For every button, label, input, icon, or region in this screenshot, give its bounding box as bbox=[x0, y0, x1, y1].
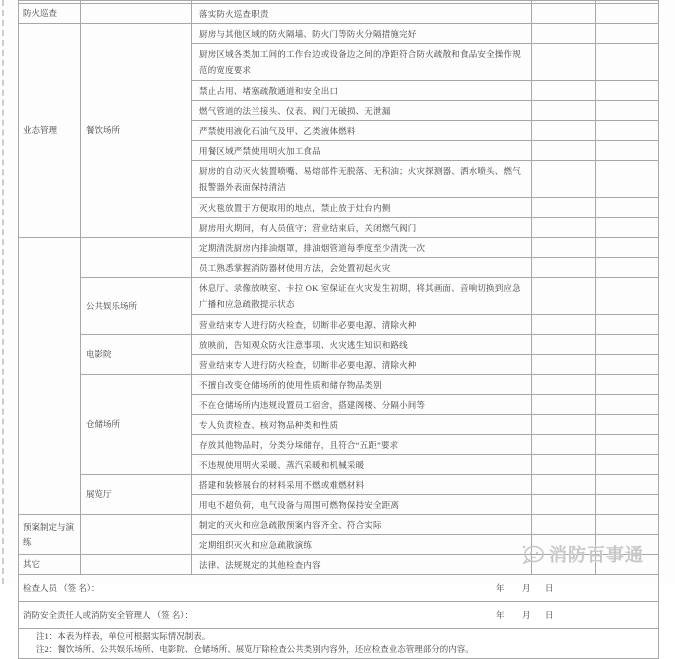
inspection-item-cell: 放映前，告知观众防火注意事项、火灾逃生知识和路线 bbox=[192, 335, 532, 355]
check-result-cell bbox=[532, 218, 596, 238]
subcategory-cell: 仓储场所 bbox=[81, 375, 192, 475]
table-row bbox=[19, 375, 659, 395]
check-result-cell bbox=[596, 121, 659, 141]
check-result-cell bbox=[596, 218, 659, 238]
check-result-cell bbox=[532, 455, 596, 475]
check-result-cell bbox=[532, 121, 596, 141]
note-1: 注1：本表为样表，单位可根据实际情况制表。 bbox=[36, 631, 211, 641]
table-row bbox=[19, 335, 659, 355]
check-result-cell bbox=[596, 455, 659, 475]
category-cell: 其它 bbox=[19, 555, 81, 575]
note-2: 注2：餐饮场所、公共娱乐场所、电影院、仓储场所、展览厅除检查公共类别内容外，还应检查业态管理部分的内容。 bbox=[36, 644, 474, 654]
inspection-item-cell: 定期组织灭火和应急疏散演练 bbox=[192, 535, 532, 555]
inspection-item-cell: 用餐区域严禁使用明火加工食品 bbox=[192, 141, 532, 161]
check-result-cell bbox=[532, 44, 596, 81]
check-result-cell bbox=[532, 375, 596, 395]
check-result-cell bbox=[596, 198, 659, 218]
date-month-label: 月 bbox=[522, 609, 531, 620]
check-result-cell bbox=[596, 4, 659, 24]
inspection-item-cell: 厨房的自动灭火装置喷嘴、易熔部件无脱落、无积油；火灾探测器、洒水喷头、燃气报警器外表面保持清洁 bbox=[192, 161, 532, 198]
check-result-cell bbox=[596, 44, 659, 81]
notes-cell bbox=[19, 629, 659, 659]
check-result-cell bbox=[532, 141, 596, 161]
check-result-cell bbox=[532, 535, 596, 555]
check-result-cell bbox=[596, 335, 659, 355]
check-result-cell bbox=[596, 278, 659, 315]
check-result-cell bbox=[596, 141, 659, 161]
inspection-item-cell: 制定的灭火和应急疏散预案内容齐全、符合实际 bbox=[192, 515, 532, 535]
subcategory-cell bbox=[81, 555, 192, 575]
check-result-cell bbox=[532, 355, 596, 375]
inspection-item-cell: 搭建和装修展台的材料采用不燃或难燃材料 bbox=[192, 475, 532, 495]
check-result-cell bbox=[532, 395, 596, 415]
inspection-item-cell: 灭火毯放置于方便取用的地点，禁止放于灶台内侧 bbox=[192, 198, 532, 218]
check-result-cell bbox=[596, 161, 659, 198]
manager-signature-label: 消防安全责任人或消防安全管理人 （签 名）： bbox=[23, 609, 194, 620]
subcategory-cell bbox=[81, 515, 192, 555]
check-result-cell bbox=[596, 315, 659, 335]
inspection-item-cell: 不在仓储场所内违规设置员工宿舍，搭建阁楼、分隔小间等 bbox=[192, 395, 532, 415]
signature-row bbox=[19, 575, 659, 602]
manager-signature-cell bbox=[19, 602, 659, 629]
category-cell: 业态管理 bbox=[19, 24, 81, 238]
check-result-cell bbox=[532, 101, 596, 121]
inspection-item-cell: 休息厅、录像放映室、卡拉 OK 室保证在火灾发生初期，将其画面、音响切换到应急广播和应急疏散提示状态 bbox=[192, 278, 532, 315]
inspection-item-cell: 用电不超负荷，电气设备与周围可燃物保持安全距离 bbox=[192, 495, 532, 515]
check-result-cell bbox=[532, 475, 596, 495]
check-result-cell bbox=[596, 435, 659, 455]
check-result-cell bbox=[596, 555, 659, 575]
inspection-checklist-table bbox=[18, 0, 659, 659]
check-result-cell bbox=[596, 515, 659, 535]
table-row bbox=[19, 238, 659, 258]
check-result-cell bbox=[532, 198, 596, 218]
category-cell bbox=[19, 238, 81, 515]
table-row bbox=[19, 4, 659, 24]
inspection-item-cell: 厨房与其他区域的防火隔墙、防火门等防火分隔措施完好 bbox=[192, 24, 532, 44]
check-result-cell bbox=[596, 415, 659, 435]
table-row bbox=[19, 555, 659, 575]
check-result-cell bbox=[596, 238, 659, 258]
check-result-cell bbox=[532, 161, 596, 198]
notes-row bbox=[19, 629, 659, 659]
check-result-cell bbox=[532, 515, 596, 535]
check-result-cell bbox=[596, 101, 659, 121]
subcategory-cell: 展览厅 bbox=[81, 475, 192, 515]
subcategory-cell: 公共娱乐场所 bbox=[81, 278, 192, 335]
check-result-cell bbox=[532, 81, 596, 101]
date-day-label: 日 bbox=[545, 609, 554, 620]
inspection-item-cell: 燃气管道的法兰接头、仪表、阀门无破损、无泄漏 bbox=[192, 101, 532, 121]
category-cell: 预案制定与演练 bbox=[19, 515, 81, 555]
check-result-cell bbox=[596, 81, 659, 101]
check-result-cell bbox=[532, 278, 596, 315]
inspection-item-cell: 落实防火巡查职责 bbox=[192, 4, 532, 24]
check-result-cell bbox=[532, 415, 596, 435]
check-result-cell bbox=[532, 335, 596, 355]
subcategory-cell: 电影院 bbox=[81, 335, 192, 375]
check-result-cell bbox=[596, 535, 659, 555]
subcategory-cell bbox=[81, 238, 192, 278]
check-result-cell bbox=[596, 355, 659, 375]
date-year-label: 年 bbox=[496, 582, 505, 593]
check-result-cell bbox=[532, 315, 596, 335]
inspector-signature-cell bbox=[19, 575, 659, 602]
check-result-cell bbox=[532, 24, 596, 44]
check-result-cell bbox=[532, 495, 596, 515]
inspection-item-cell: 营业结束专人进行防火检查，切断非必要电源、清除火种 bbox=[192, 315, 532, 335]
table-row bbox=[19, 24, 659, 44]
check-result-cell bbox=[596, 258, 659, 278]
date-year-label: 年 bbox=[496, 609, 505, 620]
check-result-cell bbox=[596, 495, 659, 515]
inspection-item-cell: 专人负责检查、核对物品种类和性质 bbox=[192, 415, 532, 435]
check-result-cell bbox=[532, 238, 596, 258]
check-result-cell bbox=[596, 395, 659, 415]
date-day-label: 日 bbox=[545, 582, 554, 593]
inspection-item-cell: 不擅自改变仓储场所的使用性质和储存物品类别 bbox=[192, 375, 532, 395]
check-result-cell bbox=[596, 475, 659, 495]
inspection-item-cell: 禁止占用、堵塞疏散通道和安全出口 bbox=[192, 81, 532, 101]
check-result-cell bbox=[532, 555, 596, 575]
inspection-item-cell: 不违规使用明火采暖、蒸汽采暖和机械采暖 bbox=[192, 455, 532, 475]
inspection-item-cell: 员工熟悉掌握消防器材使用方法，会处置初起火灾 bbox=[192, 258, 532, 278]
table-row bbox=[19, 475, 659, 495]
category-cell: 防火巡查 bbox=[19, 4, 81, 24]
table-row bbox=[19, 515, 659, 535]
inspector-signature-label: 检查人员 （签 名）： bbox=[23, 582, 100, 593]
check-result-cell bbox=[532, 258, 596, 278]
inspection-item-cell: 存放其他物品时，分类分垛储存，且符合“五距”要求 bbox=[192, 435, 532, 455]
subcategory-cell bbox=[81, 4, 192, 24]
check-result-cell bbox=[532, 4, 596, 24]
inspection-item-cell: 厨房用火期间，有人员值守；营业结束后，关闭燃气阀门 bbox=[192, 218, 532, 238]
inspection-item-cell: 法律、法规规定的其他检查内容 bbox=[192, 555, 532, 575]
check-result-cell bbox=[596, 375, 659, 395]
subcategory-cell: 餐饮场所 bbox=[81, 24, 192, 238]
signature-row bbox=[19, 602, 659, 629]
page-edge-dashed-line bbox=[2, 0, 4, 584]
check-result-cell bbox=[532, 435, 596, 455]
inspection-item-cell: 厨房区域各类加工间的工作台边或设备边之间的净距符合防火疏散和食品安全操作规范的宽度要求 bbox=[192, 44, 532, 81]
inspection-item-cell: 严禁使用液化石油气及甲、乙类液体燃料 bbox=[192, 121, 532, 141]
inspection-item-cell: 营业结束专人进行防火检查，切断非必要电源、清除火种 bbox=[192, 355, 532, 375]
table-row bbox=[19, 278, 659, 315]
check-result-cell bbox=[596, 24, 659, 44]
inspection-item-cell: 定期清洗厨房内排油烟罩，排油烟管道每季度至少清洗一次 bbox=[192, 238, 532, 258]
date-month-label: 月 bbox=[522, 582, 531, 593]
watermark-text: 消防百事通 bbox=[549, 545, 644, 565]
